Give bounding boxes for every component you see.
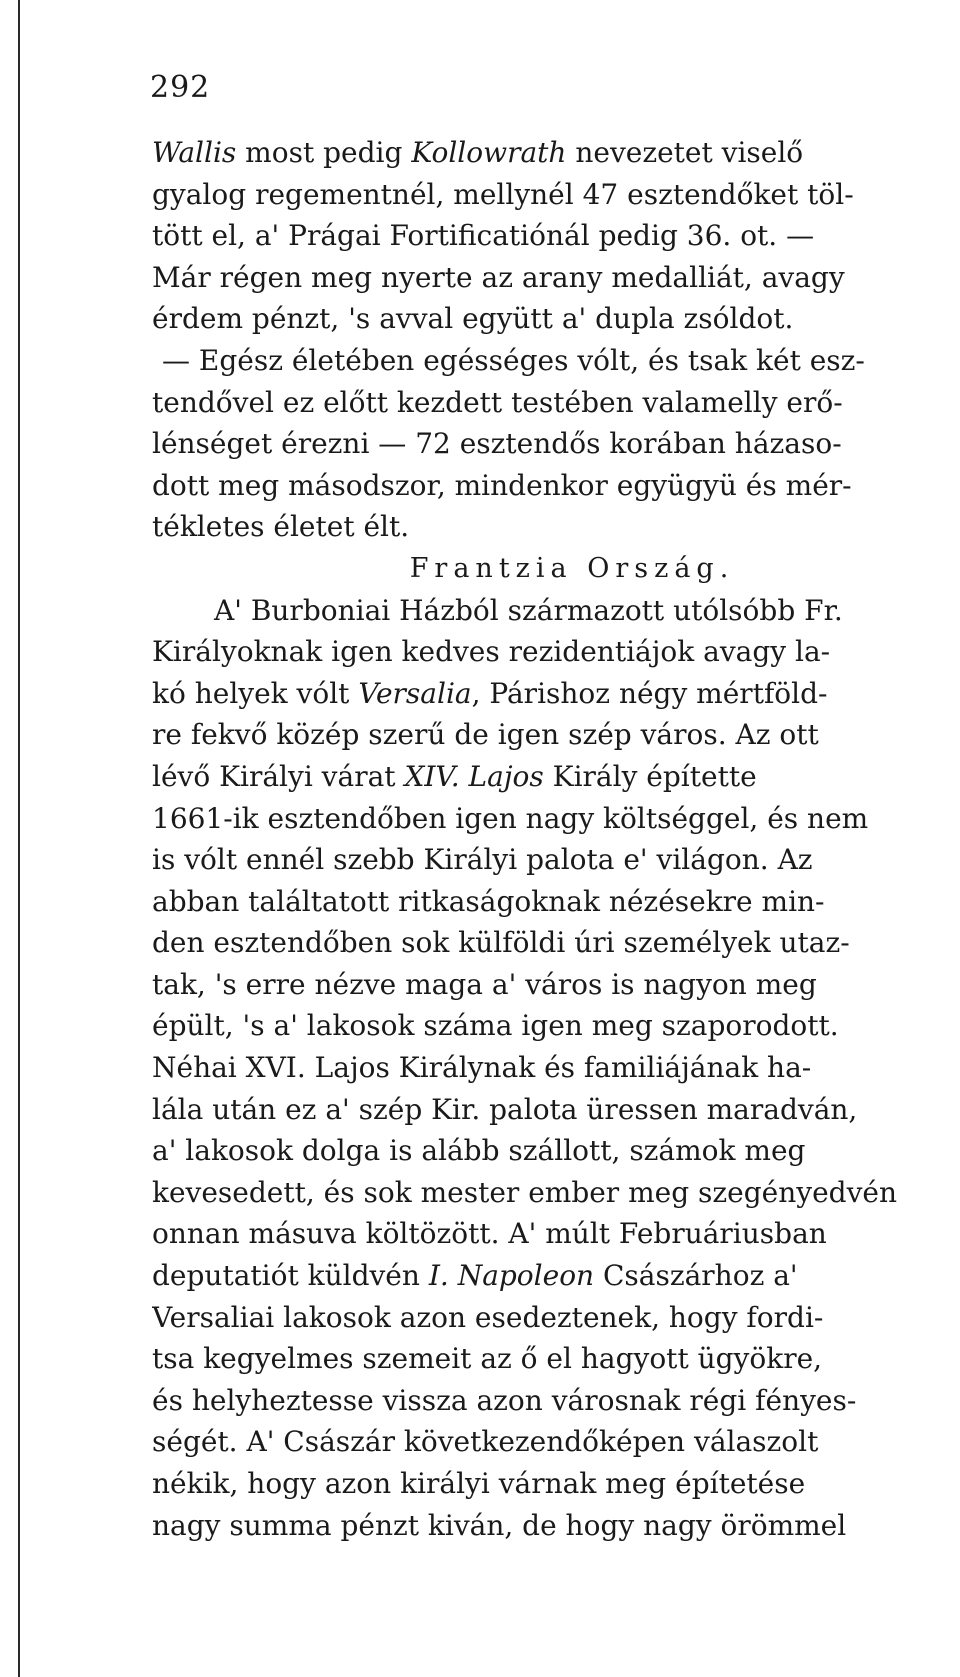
text-line [152,1255,932,1297]
text-line [152,881,932,923]
text-segment: — Egész életében egésséges vólt, és tsak két esz- [162,343,865,377]
text-line [152,215,932,257]
text-segment: onnan másuva költözött. A' múlt Februáriusban [152,1217,827,1251]
text-segment: , Párishoz négy mértföld- [471,676,828,710]
text-segment: épült, 's a' lakosok száma igen meg szaporodott. [152,1009,839,1043]
text-line [152,631,932,673]
text-segment: Már régen meg nyerte az arany medalliát, avagy [152,260,845,294]
binding-edge [18,0,20,1677]
text-segment: Császárhoz a' [594,1259,798,1293]
body-text [152,132,932,1546]
text-line [152,132,932,174]
text-line [152,1338,932,1380]
text-segment: a' lakosok dolga is alább szállott, számok meg [152,1134,806,1168]
text-segment: Versaliai lakosok azon esedeztenek, hogy fordi- [152,1300,824,1334]
text-line [152,922,932,964]
text-segment: érdem pénzt, 's avval együtt a' dupla zsóldot. [152,302,794,336]
text-segment: dott meg másodszor, mindenkor együgyü és mér- [152,468,852,502]
text-line [152,465,932,507]
text-segment: is vólt ennél szebb Királyi palota e' világon. Az [152,843,813,877]
text-segment: abban találtatott ritkaságoknak nézésekre min- [152,884,825,918]
italic-name: XIV. Lajos [404,759,544,793]
text-segment: tendővel ez előtt kezdett testében valamelly erő- [152,385,843,419]
text-segment: den esztendőben sok külföldi úri személyek utaz- [152,926,850,960]
text-line [152,506,932,548]
text-line [152,1213,932,1255]
text-segment: tak, 's erre nézve maga a' város is nagyon meg [152,967,817,1001]
text-segment: ségét. A' Császár következendőképen válaszolt [152,1425,819,1459]
text-segment: A' Burboniai Házból származott utólsóbb Fr. [214,593,843,627]
text-line [152,714,932,756]
text-segment: 1661-ik esztendőben igen nagy költséggel, és nem [152,801,869,835]
text-line [152,257,932,299]
text-line [152,1172,932,1214]
text-line [152,340,932,382]
text-line [152,798,932,840]
text-segment: lála után ez a' szép Kir. palota üressen maradván, [152,1092,858,1126]
text-line [152,1005,932,1047]
text-line [152,1089,932,1131]
text-line [152,964,932,1006]
text-segment: nevezetet viselő [566,136,804,169]
text-line [152,1463,932,1505]
text-segment: Királyoknak igen kedves rezidentiájok avagy la- [152,635,831,669]
text-line [152,590,932,632]
text-segment: tsa kegyelmes szemeit az ő el hagyott ügyökre, [152,1342,823,1376]
text-line [152,382,932,424]
text-line [152,423,932,465]
italic-name: Wallis [152,136,237,169]
text-segment: nékik, hogy azon királyi várnak meg építetése [152,1467,806,1500]
text-segment: gyalog regementnél, mellynél 47 esztendőket töl- [152,177,854,211]
text-line [152,1421,932,1463]
text-segment: Király építette [543,759,757,793]
text-line [152,756,932,798]
text-segment: nagy summa pénzt kiván, de hogy nagy örömmel [152,1508,847,1542]
text-line [152,1130,932,1172]
text-segment: re fekvő közép szerű de igen szép város. Az ott [152,718,819,752]
text-line [152,1380,932,1422]
text-segment: Frantzia Ország. [409,552,735,584]
italic-name: I. Napoleon [428,1259,595,1293]
text-segment: és helyheztesse vissza azon városnak régi fényes- [152,1383,857,1417]
text-segment: tékletes életet élt. [152,510,410,544]
italic-name: Kollowrath [411,136,567,169]
text-line [152,839,932,881]
section-heading [152,548,932,590]
text-line [152,298,932,340]
text-segment: kevesedett, és sok mester ember meg szegényedvén [152,1175,897,1209]
text-line [152,174,932,216]
text-segment: deputatiót küldvén [152,1259,429,1293]
text-line [152,1047,932,1089]
text-line [152,1505,932,1547]
text-line [152,673,932,715]
text-segment: kó helyek vólt [152,676,359,710]
text-segment: most pedig [236,136,412,169]
italic-name: Versalia [358,676,472,710]
text-segment: lénséget érezni — 72 esztendős korában házaso- [152,427,842,461]
text-segment: Néhai XVI. Lajos Királynak és familiájának ha- [152,1051,812,1085]
text-segment: tött el, a' Prágai Fortificatiónál pedig 36. ot. — [152,219,815,253]
text-segment: lévő Királyi várat [152,759,405,793]
text-line [152,1297,932,1339]
page-number: 292 [150,70,211,105]
